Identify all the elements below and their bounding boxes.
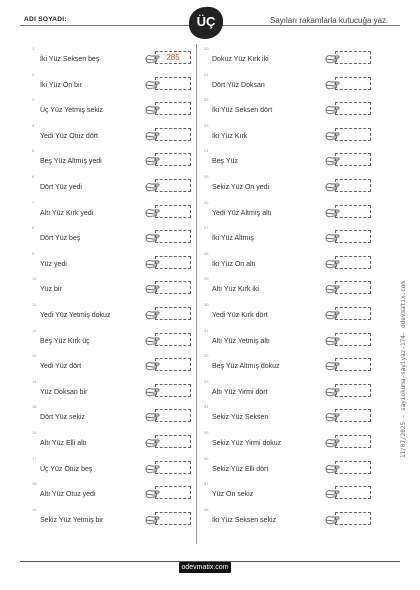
answer-box[interactable] bbox=[155, 307, 191, 320]
question-number: 19 bbox=[32, 506, 37, 512]
answer-box[interactable] bbox=[155, 205, 191, 218]
question-number: 31 bbox=[204, 327, 209, 333]
question-number: 36 bbox=[204, 455, 209, 461]
exercise-row bbox=[32, 174, 192, 202]
answer-box[interactable] bbox=[335, 179, 371, 192]
number-words: Üç Yüz Yetmiş sekiz bbox=[40, 107, 103, 115]
exercise-row bbox=[204, 481, 364, 509]
question-number: 34 bbox=[204, 404, 209, 410]
answer-box[interactable] bbox=[155, 409, 191, 422]
exercise-row bbox=[32, 455, 192, 487]
question-number: 29 bbox=[204, 276, 209, 282]
number-words: Yedi Yüz Otuz dört bbox=[40, 132, 98, 140]
answer-box[interactable] bbox=[335, 128, 371, 141]
column-divider bbox=[196, 44, 197, 544]
number-words: Altı Yüz Otuz yedi bbox=[40, 491, 96, 499]
number-words: Beş Yüz bbox=[212, 158, 238, 166]
answer-box[interactable] bbox=[335, 205, 371, 218]
question-number: 2 bbox=[32, 71, 35, 77]
number-words: Altı Yüz Elli altı bbox=[40, 440, 87, 447]
exercise-row bbox=[204, 199, 364, 231]
number-words: Yedi Yüz Yetmiş dokuz bbox=[40, 312, 111, 319]
question-number: 21 bbox=[204, 71, 209, 77]
answer-box[interactable] bbox=[335, 358, 371, 371]
exercise-row bbox=[204, 378, 364, 410]
answer-box[interactable] bbox=[335, 461, 371, 474]
exercise-row bbox=[204, 430, 364, 458]
answer-box[interactable] bbox=[335, 512, 371, 525]
exercise-row bbox=[204, 327, 364, 359]
number-words: İki Yüz Seksen dört bbox=[212, 107, 273, 115]
exercise-row bbox=[32, 481, 192, 509]
question-number: 18 bbox=[32, 481, 37, 487]
question-number: 23 bbox=[204, 122, 209, 128]
unit-title: ÜÇ bbox=[196, 14, 216, 29]
number-words: Dört Yüz sekiz bbox=[40, 414, 85, 422]
question-number: 27 bbox=[204, 225, 209, 231]
exercise-row bbox=[32, 250, 192, 282]
answer-box[interactable] bbox=[335, 435, 371, 448]
answer-box[interactable] bbox=[155, 128, 191, 141]
exercise-row bbox=[204, 276, 364, 304]
number-words: Yüz yedi bbox=[40, 260, 67, 268]
answer-box[interactable] bbox=[155, 256, 191, 269]
number-words: Yüz Doksan bir bbox=[40, 388, 88, 396]
question-number: 3 bbox=[32, 97, 35, 103]
exercise-row bbox=[32, 71, 192, 103]
exercise-row bbox=[32, 46, 192, 74]
exercise-row bbox=[32, 404, 192, 432]
answer-box[interactable] bbox=[335, 153, 371, 166]
question-number: 4 bbox=[32, 122, 35, 128]
exercise-row bbox=[32, 302, 192, 330]
answer-box[interactable] bbox=[335, 409, 371, 422]
exercise-row bbox=[204, 97, 364, 125]
answer-box[interactable] bbox=[335, 384, 371, 397]
number-words: İki Yüz Altmış bbox=[212, 235, 254, 243]
exercise-row bbox=[32, 430, 192, 458]
question-number: 28 bbox=[204, 250, 209, 256]
question-number: 24 bbox=[204, 148, 209, 154]
footer-logo: odevmatix.com bbox=[179, 562, 231, 573]
question-number: 33 bbox=[204, 378, 209, 384]
question-number: 20 bbox=[204, 46, 209, 51]
name-label: ADI SOYADI: bbox=[24, 16, 67, 23]
number-words: Dokuz Yüz Kırk iki bbox=[212, 56, 269, 63]
number-words: İki Yüz On bir bbox=[40, 81, 82, 89]
number-words: İki Yüz Kırk bbox=[212, 132, 248, 140]
number-words: Sekiz Yüz Yetmiş bir bbox=[40, 516, 104, 524]
exercise-row bbox=[204, 122, 364, 154]
unit-badge bbox=[186, 5, 226, 41]
answer-box[interactable] bbox=[155, 333, 191, 346]
number-words: Yedi Yüz Altmış altı bbox=[212, 209, 272, 217]
number-words: Dört Yüz Doksan bbox=[212, 81, 265, 89]
number-words: Üç Yüz Otuz beş bbox=[40, 465, 93, 473]
answer-box[interactable] bbox=[155, 384, 191, 397]
instruction-text: Sayıları rakamlarla kutucuğa yaz. bbox=[270, 16, 389, 25]
number-words: Beş Yüz Kırk üç bbox=[40, 337, 90, 345]
question-number: 15 bbox=[32, 404, 37, 410]
exercise-row bbox=[204, 250, 364, 282]
number-words: Yedi Yüz dört bbox=[40, 363, 82, 371]
exercise-row bbox=[32, 378, 192, 410]
number-words: Yüz bir bbox=[40, 286, 62, 294]
exercise-row bbox=[32, 148, 192, 176]
exercise-row bbox=[32, 225, 192, 253]
exercise-row bbox=[32, 97, 192, 125]
number-words: Dört Yüz yedi bbox=[40, 184, 82, 191]
number-words: Altı Yüz Yirmi dört bbox=[212, 388, 268, 396]
question-number: 9 bbox=[32, 250, 35, 256]
answer-box[interactable] bbox=[335, 281, 371, 294]
answer-box[interactable] bbox=[335, 333, 371, 346]
exercise-row bbox=[204, 353, 364, 381]
number-words: Altı Yüz Yetmiş altı bbox=[212, 337, 270, 345]
answer-box[interactable] bbox=[155, 358, 191, 371]
question-number: 12 bbox=[32, 327, 37, 333]
exercise-row bbox=[32, 353, 192, 381]
number-words: Beş Yüz Altmış dokuz bbox=[212, 363, 280, 371]
answer-box[interactable] bbox=[155, 230, 191, 243]
exercise-row bbox=[204, 225, 364, 253]
answer-box[interactable] bbox=[335, 307, 371, 320]
exercise-row bbox=[32, 276, 192, 304]
question-number: 6 bbox=[32, 174, 35, 179]
question-number: 26 bbox=[204, 199, 209, 205]
question-number: 11 bbox=[32, 302, 37, 307]
number-words: İki Yüz Seksen sekiz bbox=[212, 516, 277, 524]
question-number: 35 bbox=[204, 430, 209, 435]
number-words: Sekiz Yüz On yedi bbox=[212, 184, 270, 191]
exercise-row bbox=[32, 122, 192, 154]
question-number: 14 bbox=[32, 378, 37, 384]
answer-box[interactable] bbox=[155, 102, 191, 115]
question-number: 16 bbox=[32, 430, 37, 435]
question-number: 30 bbox=[204, 302, 209, 307]
answer-box[interactable] bbox=[155, 179, 191, 192]
number-words: İki Yüz Seksen beş bbox=[40, 56, 100, 63]
question-number: 32 bbox=[204, 353, 209, 359]
question-number: 5 bbox=[32, 148, 35, 154]
number-words: Altı Yüz Kırk iki bbox=[212, 286, 259, 294]
number-words: Sekiz Yüz Yirmi dokuz bbox=[212, 440, 282, 447]
answer-box[interactable] bbox=[155, 486, 191, 499]
exercise-row bbox=[32, 199, 192, 231]
number-words: Sekiz Yüz Elli dört bbox=[212, 465, 269, 473]
answer-box[interactable] bbox=[155, 77, 191, 90]
answer-box[interactable] bbox=[335, 230, 371, 243]
answer-box[interactable] bbox=[155, 153, 191, 166]
side-footer-text: 11/07/2025 - sayiokuma-sayiyaz-174- odevmatix.com bbox=[400, 280, 407, 458]
number-words: Altı Yüz Kırk yedi bbox=[40, 209, 94, 217]
question-number: 8 bbox=[32, 225, 35, 231]
exercise-row bbox=[204, 174, 364, 202]
question-number: 37 bbox=[204, 481, 209, 487]
exercise-row bbox=[32, 507, 192, 535]
exercise-row bbox=[204, 148, 364, 176]
exercise-row bbox=[204, 302, 364, 330]
answer-box[interactable]: 285 bbox=[155, 51, 191, 64]
exercise-row bbox=[32, 327, 192, 359]
answer-box[interactable] bbox=[155, 461, 191, 474]
exercise-row bbox=[204, 404, 364, 432]
number-words: Dört Yüz beş bbox=[40, 235, 81, 243]
question-number: 38 bbox=[204, 506, 209, 512]
question-number: 1 bbox=[32, 46, 35, 51]
question-number: 22 bbox=[204, 97, 209, 103]
exercise-row bbox=[204, 455, 364, 487]
question-number: 13 bbox=[32, 353, 37, 359]
answer-box[interactable] bbox=[155, 512, 191, 525]
number-words: Beş Yüz Altmış yedi bbox=[40, 158, 102, 166]
exercise-row bbox=[204, 71, 364, 103]
question-number: 17 bbox=[32, 455, 37, 461]
exercise-row bbox=[204, 507, 364, 535]
number-words: Yüz On sekiz bbox=[212, 491, 254, 499]
answer-box[interactable] bbox=[335, 102, 371, 115]
answer-box[interactable] bbox=[155, 435, 191, 448]
answer-box[interactable] bbox=[335, 51, 371, 64]
answer-box[interactable] bbox=[335, 256, 371, 269]
question-number: 10 bbox=[32, 276, 37, 282]
answer-box[interactable] bbox=[335, 77, 371, 90]
answer-box[interactable] bbox=[335, 486, 371, 499]
number-words: Yedi Yüz Kırk dört bbox=[212, 312, 268, 319]
number-words: Sekiz Yüz Seksen bbox=[212, 414, 269, 422]
number-words: İki Yüz On altı bbox=[212, 260, 256, 268]
answer-box[interactable] bbox=[155, 281, 191, 294]
question-number: 25 bbox=[204, 174, 209, 179]
question-number: 7 bbox=[32, 199, 35, 205]
exercise-row bbox=[204, 46, 364, 74]
